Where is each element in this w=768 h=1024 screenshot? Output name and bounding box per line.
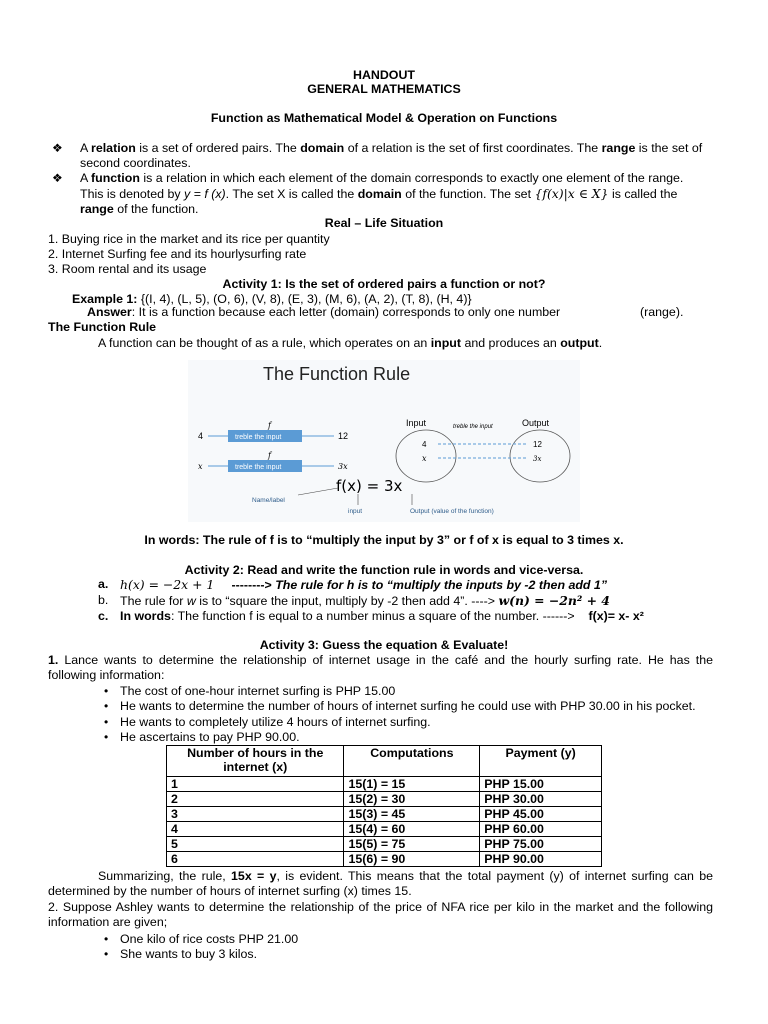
table-cell: 15(4) = 60: [344, 822, 480, 837]
function-definition-line2: This is denoted by y = f (x). The set X is called the domain of the function. The set {f(x)|x ∈ X} is called the: [80, 186, 678, 201]
output-sub-label: Output (value of the function): [410, 508, 494, 515]
table-cell: PHP 45.00: [480, 807, 602, 822]
list-item: The cost of one-hour internet surfing is PHP 15.00: [120, 684, 396, 698]
bullet-icon: •: [104, 730, 109, 744]
figure-f-label-2: f: [268, 451, 271, 460]
real-life-heading: Real – Life Situation: [324, 216, 444, 230]
handout-title: HANDOUT: [353, 68, 415, 82]
activity3-problem2: 2. Suppose Ashley wants to determine the relationship of the price of NFA rice per kilo in the market and the following information are given;: [48, 900, 713, 929]
relation-definition: A relation is a set of ordered pairs. The domain of a relation is the set of first coordinates. The range is the set of: [80, 141, 703, 155]
table-header: Payment (y): [480, 746, 602, 777]
diamond-bullet-icon: ❖: [52, 171, 63, 185]
function-rule-desc: A function can be thought of as a rule, which operates on an input and produces an output.: [98, 336, 603, 350]
figure-arrow-label: treble the input: [453, 424, 493, 430]
topic-title: Function as Mathematical Model & Operation on Functions: [210, 111, 558, 125]
table-row: [167, 807, 602, 822]
activity2-heading: Activity 2: Read and write the function rule in words and vice-versa.: [184, 563, 584, 577]
bullet-icon: •: [104, 715, 109, 729]
treble-box-2-label: treble the input: [235, 464, 282, 471]
table-row: [167, 777, 602, 792]
table-row: [167, 792, 602, 807]
payment-table: [166, 745, 602, 867]
function-definition-line3: range of the function.: [80, 202, 199, 216]
figure-title: The Function Rule: [263, 364, 411, 384]
table-row: [167, 837, 602, 852]
bullet-icon: •: [104, 947, 109, 961]
list-item: He wants to completely utilize 4 hours of internet surfing.: [120, 715, 431, 729]
function-definition: A function is a relation in which each element of the domain corresponds to exactly one element of the range.: [80, 171, 684, 185]
table-header-row: [167, 746, 602, 777]
table-row: [167, 822, 602, 837]
example1: Example 1: {(I, 4), (L, 5), (O, 6), (V, 8), (E, 3), (M, 6), (A, 2), (T, 8), (H, 4)}: [72, 292, 472, 306]
diamond-bullet-icon: ❖: [52, 141, 63, 155]
list-item: She wants to buy 3 kilos.: [120, 947, 258, 961]
table-cell: 1: [167, 777, 344, 792]
activity3-heading: Activity 3: Guess the equation & Evaluate!: [259, 638, 509, 652]
list-item: One kilo of rice costs PHP 21.00: [120, 932, 299, 946]
circle-out2: 3x: [533, 455, 542, 463]
figure-formula: f(x) = 3x: [336, 477, 403, 495]
table-cell: 4: [167, 822, 344, 837]
circle-out1: 12: [533, 440, 542, 449]
list-item: 1. Buying rice in the market and its rice per quantity: [48, 232, 330, 246]
table-cell: 15(5) = 75: [344, 837, 480, 852]
function-rule-heading: The Function Rule: [48, 320, 157, 334]
bullet-icon: •: [104, 684, 109, 698]
list-item: 2. Internet Surfing fee and its hourlysurfing rate: [48, 247, 307, 261]
table-cell: PHP 90.00: [480, 852, 602, 867]
table-cell: PHP 75.00: [480, 837, 602, 852]
activity3-problem1: 1. Lance wants to determine the relationship of internet usage in the café and the hourly surfing rate. He has the following information:: [48, 653, 713, 682]
table-cell: PHP 30.00: [480, 792, 602, 807]
figure-output-label: Output: [522, 418, 550, 428]
table-cell: 15(2) = 30: [344, 792, 480, 807]
name-label: Name/label: [252, 497, 285, 504]
subject-title: GENERAL MATHEMATICS: [307, 82, 461, 96]
activity1-heading: Activity 1: Is the set of ordered pairs a function or not?: [222, 277, 546, 291]
figure-in1: 4: [198, 431, 204, 441]
figure-input-label: Input: [406, 418, 427, 428]
activity2-b-content: The rule for w is to “square the input, multiply by -2 then add 4”. ----> w(n) = −2n² + 4: [120, 593, 610, 608]
activity2-item-c: c.: [98, 609, 109, 623]
relation-definition-line2: second coordinates.: [80, 156, 191, 170]
table-cell: PHP 15.00: [480, 777, 602, 792]
list-item: He wants to determine the number of hours of internet surfing he could use with PHP 30.00 in his pocket.: [120, 699, 696, 713]
table-header: Number of hours in the internet (x): [167, 746, 344, 777]
table-cell: 6: [167, 852, 344, 867]
figure-out2: 3x: [338, 462, 348, 471]
answer1: Answer: It is a function because each letter (domain) corresponds to only one number: [87, 305, 561, 319]
activity2-a-content: h(x) = −2x + 1 --------> The rule for h is to “multiply the inputs by -2 then add 1”: [120, 577, 608, 592]
table-cell: 3: [167, 807, 344, 822]
list-item: 3. Room rental and its usage: [48, 262, 207, 276]
table-cell: 15(6) = 90: [344, 852, 480, 867]
answer1-range: (range).: [640, 305, 684, 319]
bullet-icon: •: [104, 699, 109, 713]
table-cell: 5: [167, 837, 344, 852]
activity3-summary: Summarizing, the rule, 15x = y, is evident. This means that the total payment (y) of internet surfing can be determined by the number of hours of internet surfing (x) times 15.: [48, 869, 713, 898]
circle-in1: 4: [422, 440, 427, 449]
table-cell: PHP 60.00: [480, 822, 602, 837]
table-cell: 2: [167, 792, 344, 807]
table-header: Computations: [344, 746, 480, 777]
figure-f-label: f: [268, 421, 271, 430]
function-rule-figure: [188, 360, 580, 522]
figure-in2: x: [198, 462, 203, 471]
in-words-statement: In words: The rule of f is to “multiply the input by 3” or f of x is equal to 3 times x.: [144, 533, 624, 547]
table-row: [167, 852, 602, 867]
activity2-item-b: b.: [98, 593, 109, 607]
input-sub-label: input: [348, 508, 363, 515]
table-cell: 15(1) = 15: [344, 777, 480, 792]
list-item: He ascertains to pay PHP 90.00.: [120, 730, 300, 744]
activity2-item-a: a.: [98, 577, 109, 591]
treble-box-1-label: treble the input: [235, 434, 282, 441]
circle-in2: x: [422, 454, 427, 463]
figure-out1: 12: [338, 431, 349, 441]
bullet-icon: •: [104, 932, 109, 946]
activity2-c-content: In words: The function f is equal to a number minus a square of the number. ------> f(x)= x- x²: [120, 609, 644, 623]
table-cell: 15(3) = 45: [344, 807, 480, 822]
